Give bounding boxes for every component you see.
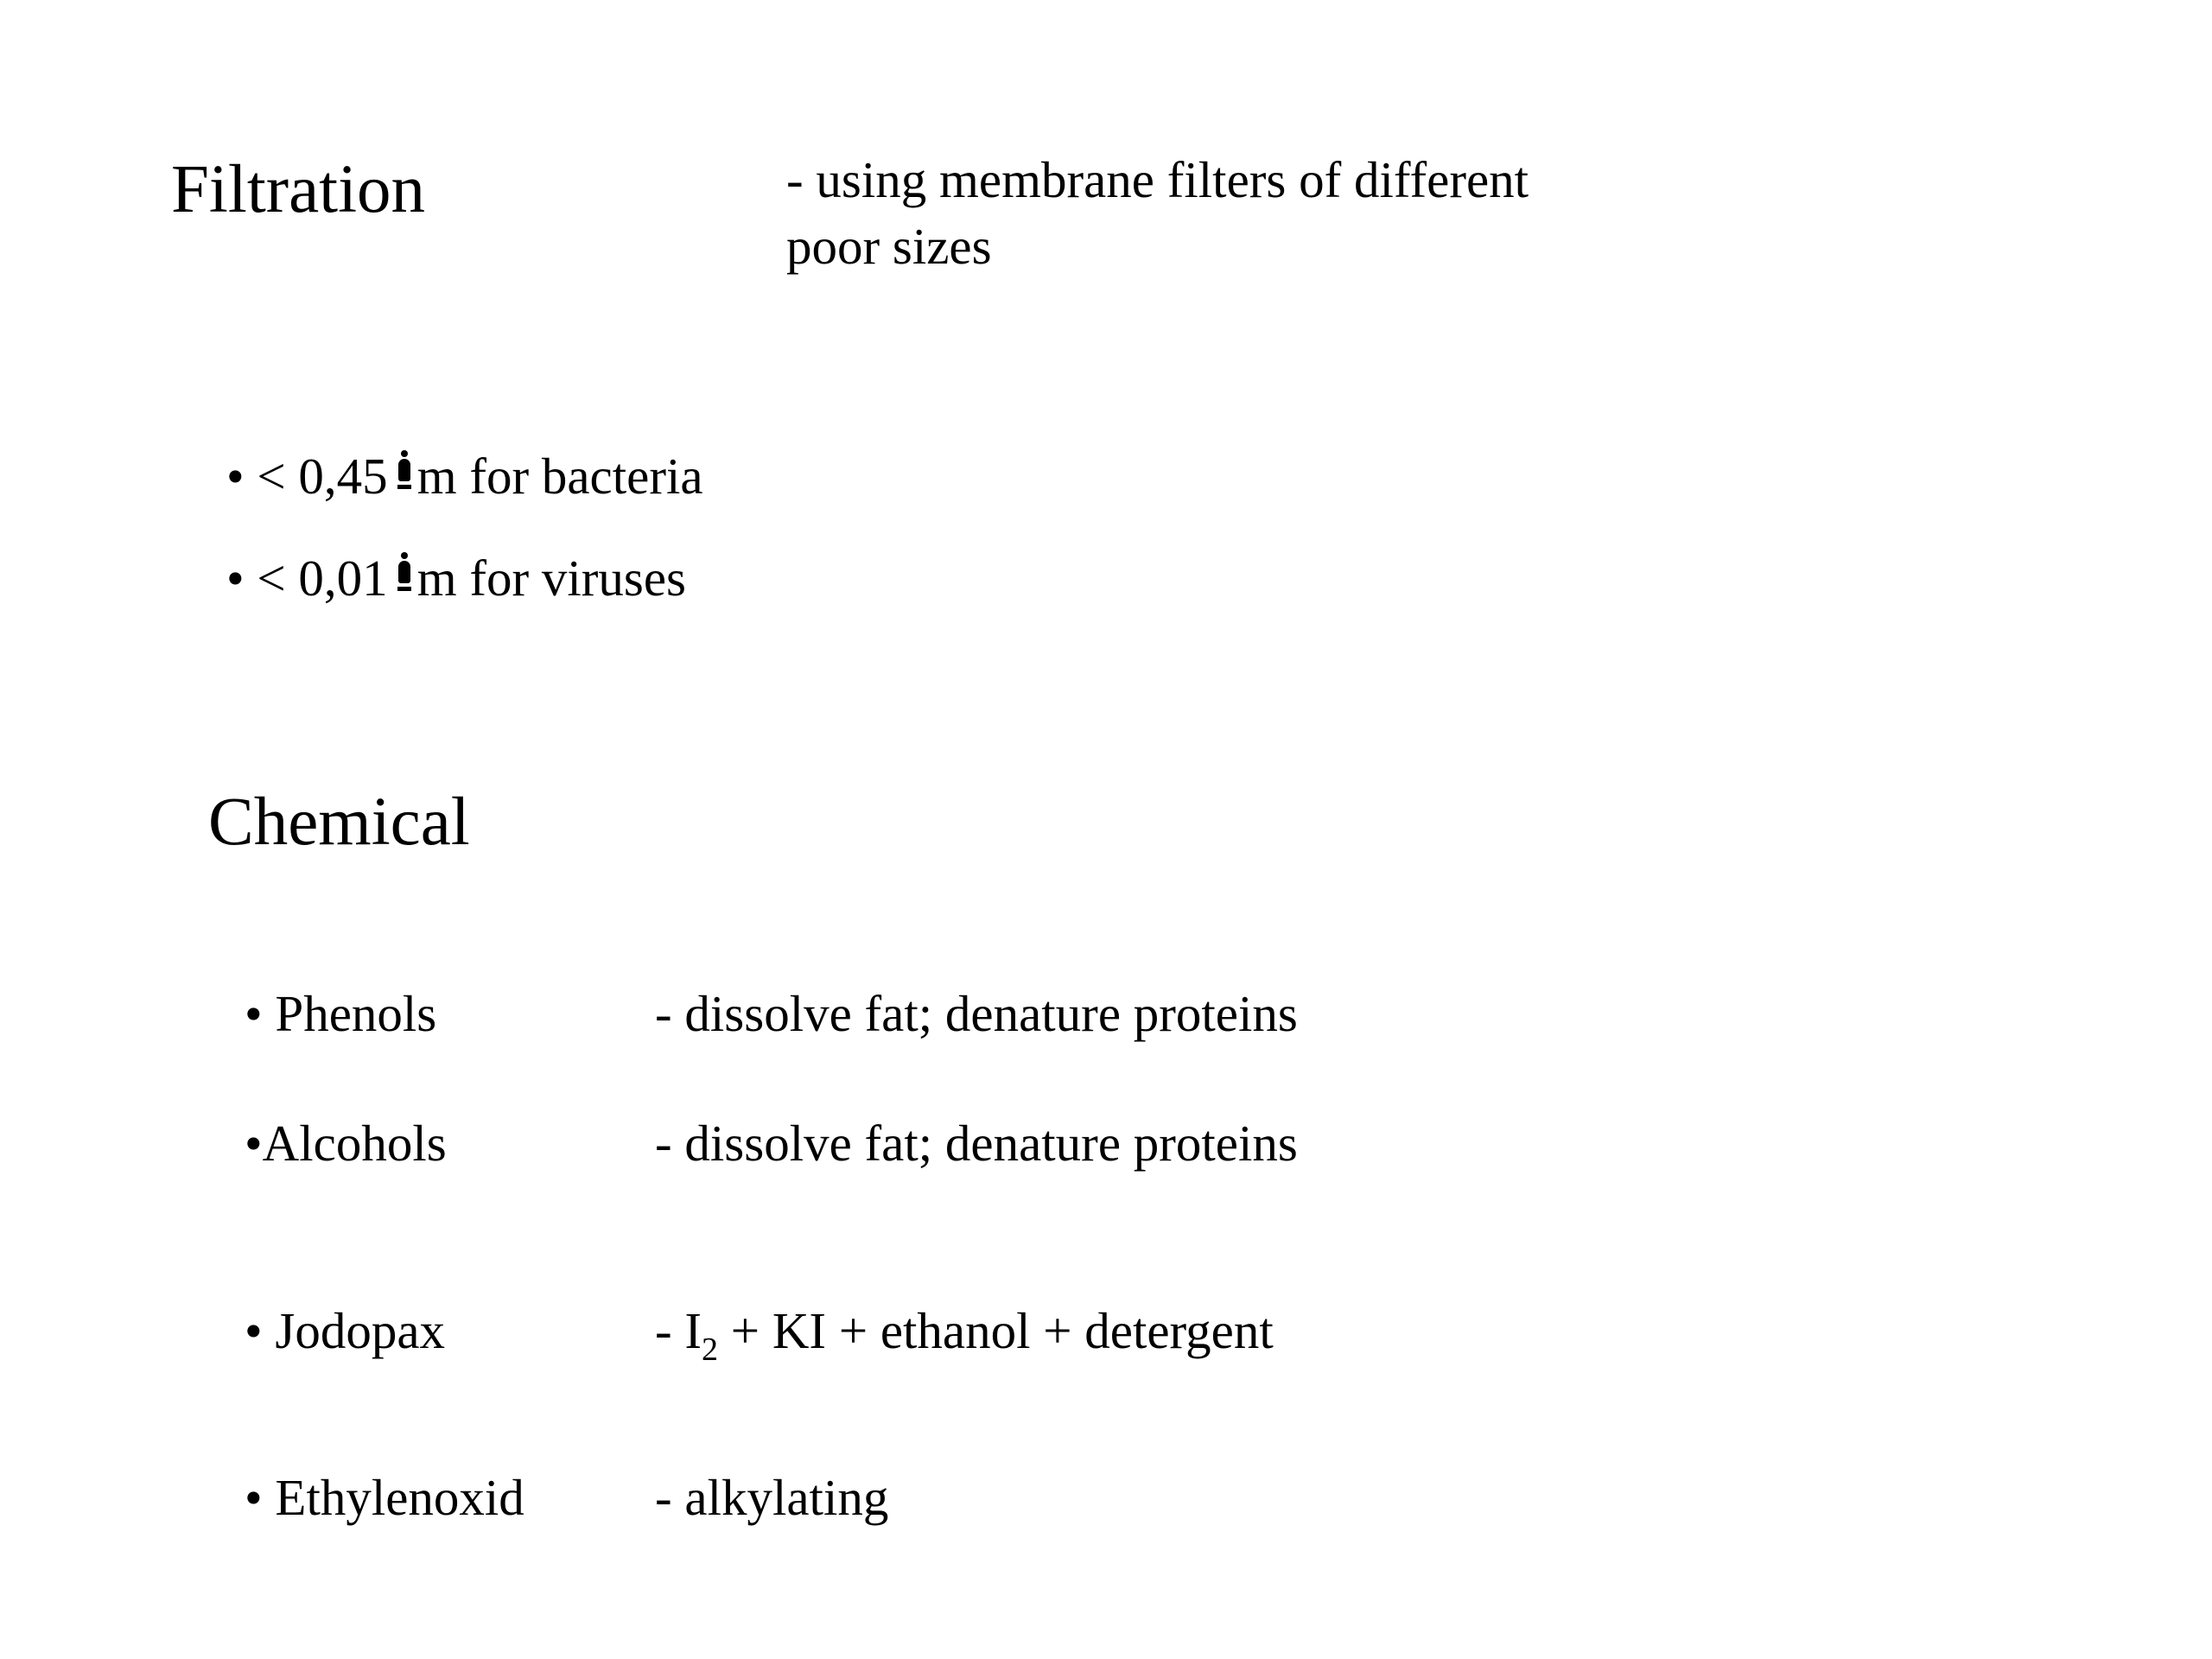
filtration-note	[786, 147, 1650, 280]
chemical-item-description-phenols: - dissolve fat; denature proteins	[655, 985, 1298, 1042]
bullet: •	[226, 448, 245, 505]
chemical-item-label-phenols: • Phenols	[245, 985, 437, 1042]
chemical-heading: Chemical	[208, 785, 470, 860]
jodopax-formula-suffix: + KI + ethanol + detergent	[718, 1302, 1274, 1359]
chemical-item-description-ethylenoxid: - alkylating	[655, 1469, 889, 1526]
filtration-note-line-1: - using membrane filters of different	[786, 151, 1529, 208]
filtration-note-line-2: poor sizes	[786, 218, 992, 275]
filtration-item-viruses	[226, 550, 687, 607]
filtration-heading: Filtration	[171, 152, 426, 227]
chemical-item-label-alcohols: •Alcohols	[245, 1115, 447, 1172]
pore-size-value: < 0,45	[257, 448, 388, 505]
chemical-item-description-jodopax	[655, 1302, 1274, 1368]
pore-size-target: m for bacteria	[416, 448, 703, 505]
jodopax-formula-subscript: 2	[702, 1332, 719, 1368]
chemical-item-label-ethylenoxid: • Ethylenoxid	[245, 1469, 524, 1526]
pore-size-target: m for viruses	[416, 550, 687, 607]
chemical-item-label-jodopax: • Jodopax	[245, 1302, 446, 1359]
chemical-item-description-alcohols: - dissolve fat; denature proteins	[655, 1115, 1298, 1172]
bullet: •	[226, 550, 245, 607]
jodopax-formula-prefix: - I	[655, 1302, 702, 1359]
pore-size-value: < 0,01	[257, 550, 388, 607]
micro-symbol-glyph-icon	[395, 450, 414, 499]
filtration-item-bacteria	[226, 448, 703, 505]
micro-symbol-glyph-icon	[395, 552, 414, 601]
